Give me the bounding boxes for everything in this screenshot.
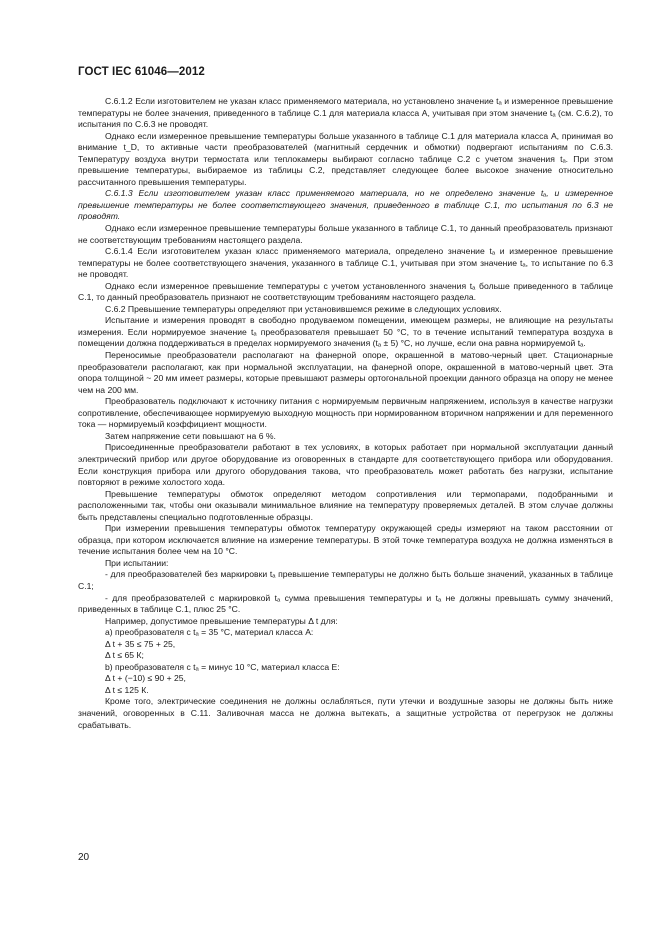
paragraph: b) преобразователя с tₐ = минус 10 °С, материал класса Е:	[105, 661, 340, 672]
paragraph: Присоединенные преобразователи работают в тех условиях, в которых работает при нормальной эксплуатации данный электрический прибор или другое оборудование из оговоренных в стандарте для соответствующего прибора или оборудования. Если конструкция прибора или другого оборудования такова, что преобразователь может работать без нагрузки, испытание повторяют в режиме холостого хода.	[78, 442, 613, 488]
paragraph: С.6.1.4 Если изготовителем указан класс применяемого материала, определено значение tₐ и измеренное превышение температуры не более соответствующего значения, указанного в таблице С.1, учитывая при этом значение tₐ, то испытание по 6.3 не проводят.	[78, 246, 613, 280]
paragraph: Кроме того, электрические соединения не должны ослабляться, пути утечки и воздушные зазоры не должны быть ниже значений, оговоренных в С.11. Заливочная масса не должна вытекать, а защитные устройства от перегрузок не должны срабатывать.	[78, 696, 613, 730]
paragraph: Однако если измеренное превышение температуры больше указанного в таблице С.1, то данный преобразователь признают не соответствующим требованиям настоящего раздела.	[78, 223, 613, 245]
paragraph: С.6.1.3 Если изготовителем указан класс применяемого материала, но не определено значение tₐ, и измеренное превышение температуры не более соответствующего значения, приведенного в таблице С.1, то испытания по 6.3 не проводят.	[78, 188, 613, 222]
paragraph: С.6.1.2 Если изготовителем не указан класс применяемого материала, но установлено значение tₐ и измеренное превышение температуры не более значения, приведенного в таблице С.1 для материала класса А, учитывая при этом значение tₐ (см. С.6.2), то испытания по С.6.3 не проводят.	[78, 96, 613, 130]
paragraph: Δ t ≤ 65 К;	[105, 650, 144, 661]
paragraph: Например, допустимое превышение температуры Δ t для:	[105, 615, 338, 626]
paragraph: - для преобразователей с маркировкой tₐ сумма превышения температуры и tₐ не должны превышать сумму значений, приведенных в таблице С.1, плюс 25 °С.	[78, 592, 613, 615]
paragraph: a) преобразователя с tₐ = 35 °С, материал класса А:	[105, 627, 314, 638]
paragraph: Δ t + (−10) ≤ 90 + 25,	[105, 673, 186, 684]
paragraph: Δ t + 35 ≤ 75 + 25,	[105, 638, 176, 649]
paragraph: При испытании:	[105, 557, 169, 568]
paragraph: Превышение температуры обмоток определяют методом сопротивления или термопарами, подобранными и расположенными так, чтобы они оказывали минимальное влияние на температуру проверяемых деталей. В этом случае должны быть представлены специально подготовленные образцы.	[78, 488, 613, 522]
paragraph: Δ t ≤ 125 К.	[105, 684, 149, 695]
paragraph: - для преобразователей без маркировки tₐ превышение температуры не должно быть больше значений, указанных в таблице С.1;	[78, 569, 613, 591]
paragraph: Испытание и измерения проводят в свободно продуваемом помещении, имеющем размеры, не влияющие на результаты измерения. Если нормируемое значение tₐ преобразователя превышает 50 °С, то в течение испытаний температура воздуха в помещении должна поддерживаться в пределах нормируемого значения (tₐ ± 5) °С, но лучше, если она равна нормируемой tₐ.	[78, 315, 613, 349]
paragraph: При измерении превышения температуры обмоток температуру окружающей среды измеряют на таком расстоянии от образца, при котором исключается влияние на измерение температуры. В этой точке температура воздуха не должна изменяться в течение испытания более чем на 10 °С.	[78, 523, 613, 557]
paragraph: С.6.2 Превышение температуры определяют при установившемся режиме в следующих условиях.	[105, 303, 502, 314]
paragraph: Переносимые преобразователи располагают на фанерной опоре, окрашенной в матово-черный цвет. Стационарные преобразователи располагают, как при нормальной эксплуатации, на фанерной опоре, окрашенной в матово-черный цвет. Эта опора толщиной ~ 20 мм имеет размеры, которые превышают размеры ортогональной проекции данного образца на опору не менее чем на 200 мм.	[78, 350, 613, 395]
document-body	[78, 96, 613, 731]
paragraph: Однако если измеренное превышение температуры с учетом установленного значения tₐ больше приведенного в таблице С.1, то данный преобразователь признают не соответствующим требованиям настоящего раздела.	[78, 280, 613, 303]
document-header: ГОСТ IEC 61046—2012	[78, 66, 205, 78]
page-number: 20	[78, 852, 90, 863]
paragraph: Преобразователь подключают к источнику питания с нормируемым первичным напряжением, используя в качестве нагрузки сопротивление, обеспечивающее нормируемую выходную мощность при нормированном вторичном напряжении и для переменного тока — нормируемый коэффициент мощности.	[78, 396, 613, 430]
paragraph: Однако если измеренное превышение температуры больше указанного в таблице С.1 для материала класса А, принимая во внимание t_D, то активные части преобразователей (магнитный сердечник и обмотки) подвергают испытаниям по С.6.3. Температуру воздуха внутри термостата или теплокамеры выбирают согласно таблице С.2 с учетом значения tₐ. При этом превышение температуры, выбираемое из таблицы С.2, представляет следующее более высокое значение относительно рассчитанного превышения температуры.	[78, 130, 613, 187]
paragraph: Затем напряжение сети повышают на 6 %.	[105, 430, 276, 441]
